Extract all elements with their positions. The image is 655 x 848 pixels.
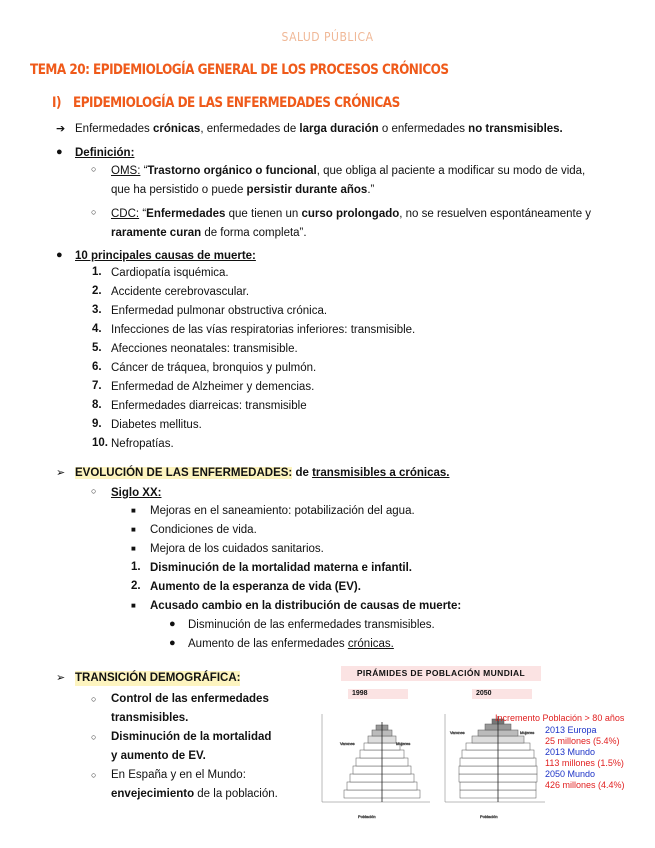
cause-item: Cáncer de tráquea, bronquios y pulmón. xyxy=(111,362,317,374)
cause-item: Enfermedad de Alzheimer y demencias. xyxy=(111,381,315,393)
svg-text:Varones: Varones xyxy=(340,741,355,746)
population-stats xyxy=(545,725,625,791)
section-title xyxy=(52,95,400,111)
section-number: I) xyxy=(52,95,61,111)
evolution-item: Mejoras en el saneamiento: potabilización del agua. xyxy=(150,505,415,517)
cause-item: Accidente cerebrovascular. xyxy=(111,286,250,298)
cause-item: Diabetes mellitus. xyxy=(111,419,202,431)
evolution-item: Disminución de la mortalidad materna e infantil. xyxy=(150,562,412,574)
stat-line: 2050 Mundo xyxy=(545,769,596,779)
list-number: 1. xyxy=(131,561,141,573)
circle-bullet-icon: ○ xyxy=(91,486,97,496)
svg-text:Población: Población xyxy=(358,814,376,819)
evolution-item: Acusado cambio en la distribución de causas de muerte: xyxy=(150,600,462,612)
circle-bullet-icon: ○ xyxy=(91,164,97,174)
pyramid-1998 xyxy=(322,714,430,819)
list-number: 7. xyxy=(92,380,102,392)
year-label-1998: 1998 xyxy=(348,689,408,699)
year-label-2050: 2050 xyxy=(472,689,532,699)
transition-item-cont: y aumento de EV. xyxy=(111,750,206,762)
list-number: 3. xyxy=(92,304,102,316)
topic-title: TEMA 20: EPIDEMIOLOGÍA GENERAL DE LOS PROCESOS CRÓNICOS xyxy=(30,62,449,78)
stat-line: 25 millones (5.4%) xyxy=(545,736,620,746)
bullet-icon: ● xyxy=(169,637,176,649)
stat-line: 2013 Europa xyxy=(545,725,597,735)
transition-item: Disminución de la mortalidad xyxy=(111,731,272,743)
list-number: 5. xyxy=(92,342,102,354)
circle-bullet-icon: ○ xyxy=(91,207,97,217)
bullet-icon: ● xyxy=(169,618,176,630)
circle-bullet-icon: ○ xyxy=(91,694,97,704)
square-bullet-icon: ■ xyxy=(131,601,136,610)
stat-line: 2013 Mundo xyxy=(545,747,596,757)
cause-item: Infecciones de las vías respiratorias inferiores: transmisible. xyxy=(111,324,416,336)
list-number: 4. xyxy=(92,323,102,335)
svg-text:Población: Población xyxy=(480,814,498,819)
arrow-bullet-icon: ➢ xyxy=(56,672,66,684)
evolution-subitem: Aumento de las enfermedades crónicas. xyxy=(188,638,394,650)
figure-caption: Incremento Población > 80 años xyxy=(495,713,625,723)
evolution-subitem: Disminución de las enfermedades transmisibles. xyxy=(188,619,435,631)
transition-item: Control de las enfermedades xyxy=(111,693,269,705)
svg-text:Mujeres: Mujeres xyxy=(396,741,411,746)
square-bullet-icon: ■ xyxy=(131,506,136,515)
figure-title: PIRÁMIDES DE POBLACIÓN MUNDIAL xyxy=(341,666,541,681)
cause-item: Nefropatías. xyxy=(111,438,174,450)
causes-label: 10 principales causas de muerte: xyxy=(75,250,256,262)
stat-line: 426 millones (4.4%) xyxy=(545,780,625,790)
definition-label: Definición: xyxy=(75,147,135,159)
transition-item: En España y en el Mundo: xyxy=(111,769,246,781)
bullet-icon: ● xyxy=(56,146,63,158)
circle-bullet-icon: ○ xyxy=(91,732,97,742)
transition-item-cont: transmisibles. xyxy=(111,712,189,724)
page-header: SALUD PÚBLICA xyxy=(281,30,374,44)
list-number: 9. xyxy=(92,418,102,430)
oms-definition-cont: que ha persistido o puede persistir durante años.” xyxy=(111,184,375,196)
arrow-bullet-icon: ➢ xyxy=(56,467,66,479)
list-number: 6. xyxy=(92,361,102,373)
cause-item: Enfermedades diarreicas: transmisible xyxy=(111,400,307,412)
stat-line: 113 millones (1.5%) xyxy=(545,758,624,768)
arrow-icon: ➔ xyxy=(56,123,66,135)
siglo-label: Siglo XX: xyxy=(111,487,162,499)
evolution-item: Condiciones de vida. xyxy=(150,524,257,536)
list-number: 10. xyxy=(92,437,108,449)
transition-heading: TRANSICIÓN DEMOGRÁFICA: xyxy=(75,672,241,684)
section-title-text: EPIDEMIOLOGÍA DE LAS ENFERMEDADES CRÓNICAS xyxy=(73,95,400,111)
list-number: 2. xyxy=(92,285,102,297)
list-number: 1. xyxy=(92,266,102,278)
circle-bullet-icon: ○ xyxy=(91,770,97,780)
square-bullet-icon: ■ xyxy=(131,544,136,553)
list-number: 2. xyxy=(131,580,141,592)
cdc-definition-cont: raramente curan de forma completa”. xyxy=(111,227,307,239)
intro-line: Enfermedades crónicas, enfermedades de larga duración o enfermedades no transmisibles. xyxy=(75,123,563,135)
cause-item: Cardiopatía isquémica. xyxy=(111,267,229,279)
cause-item: Afecciones neonatales: transmisible. xyxy=(111,343,298,355)
bullet-icon: ● xyxy=(56,249,63,261)
svg-text:Mujeres: Mujeres xyxy=(520,730,535,735)
evolution-heading: EVOLUCIÓN DE LAS ENFERMEDADES: de transmisibles a crónicas. xyxy=(75,467,450,479)
list-number: 8. xyxy=(92,399,102,411)
evolution-item: Mejora de los cuidados sanitarios. xyxy=(150,543,324,555)
cdc-definition: CDC: “Enfermedades que tienen un curso prolongado, no se resuelven espontáneamente y xyxy=(111,208,592,220)
oms-definition: OMS: “Trastorno orgánico o funcional, que obliga al paciente a modificar su modo de vida, xyxy=(111,165,586,177)
svg-text:Varones: Varones xyxy=(450,730,465,735)
transition-item-cont: envejecimiento de la población. xyxy=(111,788,278,800)
square-bullet-icon: ■ xyxy=(131,525,136,534)
pyramid-2050 xyxy=(445,714,545,819)
cause-item: Enfermedad pulmonar obstructiva crónica. xyxy=(111,305,328,317)
evolution-item: Aumento de la esperanza de vida (EV). xyxy=(150,581,361,593)
